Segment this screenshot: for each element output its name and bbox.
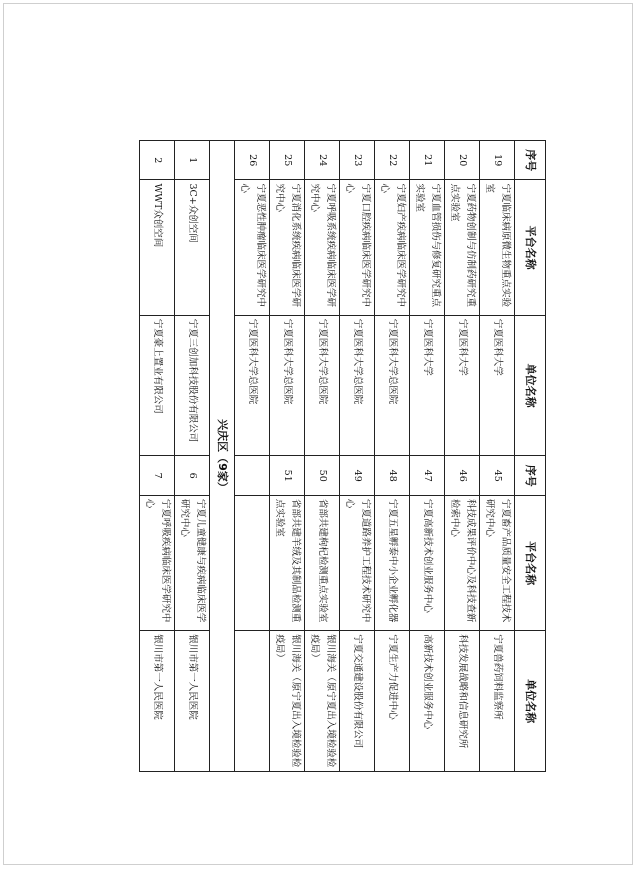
header-platform-left: 平台名称: [515, 180, 546, 315]
seq-cell: 2: [140, 141, 175, 180]
unit-cell: 银川海关（原宁夏出入境检验检疫局）: [270, 631, 305, 772]
platform-cell: 科技成果评价中心及科技查新检索中心: [445, 495, 480, 630]
unit-cell: 宁夏医科大学: [480, 315, 515, 456]
seq-cell: 6: [175, 456, 210, 495]
table-row: [270, 141, 305, 772]
unit-cell: 宁夏医科大学: [445, 315, 480, 456]
platform-cell: WWT众创空间: [140, 180, 175, 315]
platform-cell: 宁夏呼吸系统疾病临床医学研究中心: [305, 180, 340, 315]
unit-cell: 高新技术创业服务中心: [410, 631, 445, 772]
header-row: [515, 141, 546, 772]
section-row: [210, 141, 235, 772]
header-unit-right: 单位名称: [515, 631, 546, 772]
platform-cell: 宁夏口腔疾病临床医学研究中心: [340, 180, 375, 315]
unit-cell: 宁夏医科大学: [410, 315, 445, 456]
seq-cell: 50: [305, 456, 340, 495]
platform-cell: 宁夏畜产品质量安全工程技术研究中心: [480, 495, 515, 630]
seq-cell: 7: [140, 456, 175, 495]
unit-cell: 宁夏交通建设股份有限公司: [340, 631, 375, 772]
table-row: [445, 141, 480, 772]
rotated-table-container: [124, 140, 546, 772]
table-row: [235, 141, 270, 772]
platform-cell: 宁夏消化系统疾病临床医学研究中心: [270, 180, 305, 315]
platform-cell: 宁夏恶性肿瘤临床医学研究中心: [235, 180, 270, 315]
seq-cell: 48: [375, 456, 410, 495]
unit-cell: 宁夏豪上置业有限公司: [140, 315, 175, 456]
platform-cell: 宁夏血管损伤与修复研究重点实验室: [410, 180, 445, 315]
unit-cell: 宁夏兽药饲料监察所: [480, 631, 515, 772]
table-row: [480, 141, 515, 772]
seq-cell: 23: [340, 141, 375, 180]
seq-cell: 25: [270, 141, 305, 180]
seq-cell: 19: [480, 141, 515, 180]
seq-cell: 46: [445, 456, 480, 495]
section-title: 兴庆区（9家）: [210, 141, 235, 772]
platform-table: [139, 140, 546, 772]
seq-cell: 45: [480, 456, 515, 495]
header-seq-left: 序号: [515, 141, 546, 180]
unit-cell: 宁夏医科大学总医院: [270, 315, 305, 456]
unit-cell: [235, 631, 270, 772]
seq-cell: 26: [235, 141, 270, 180]
unit-cell: 宁夏医科大学总医院: [340, 315, 375, 456]
platform-cell: 省部共建枸杞检测重点实验室: [305, 495, 340, 630]
unit-cell: 银川市第一人民医院: [175, 631, 210, 772]
unit-cell: 宁夏医科大学总医院: [375, 315, 410, 456]
seq-cell: 24: [305, 141, 340, 180]
seq-cell: 49: [340, 456, 375, 495]
table-row: [305, 141, 340, 772]
table-row: [175, 141, 210, 772]
platform-cell: [235, 495, 270, 630]
table-row: [410, 141, 445, 772]
table-row: [140, 141, 175, 772]
header-seq-right: 序号: [515, 456, 546, 495]
header-unit-left: 单位名称: [515, 315, 546, 456]
platform-cell: 宁夏呼吸疾病临床医学研究中心: [140, 495, 175, 630]
seq-cell: 21: [410, 141, 445, 180]
seq-cell: 22: [375, 141, 410, 180]
header-platform-right: 平台名称: [515, 495, 546, 630]
platform-cell: 宁夏道路养护工程技术研究中心: [340, 495, 375, 630]
unit-cell: 银川市第一人民医院: [140, 631, 175, 772]
unit-cell: 宁夏医科大学总医院: [235, 315, 270, 456]
platform-cell: 宁夏药物创制与仿制药研究重点实验室: [445, 180, 480, 315]
platform-cell: 3C+众创空间: [175, 180, 210, 315]
unit-cell: 宁夏医科大学总医院: [305, 315, 340, 456]
seq-cell: [235, 456, 270, 495]
table-row: [375, 141, 410, 772]
seq-cell: 51: [270, 456, 305, 495]
table-row: [340, 141, 375, 772]
platform-cell: 宁夏儿童健康与疾病临床医学研究中心: [175, 495, 210, 630]
platform-cell: 宁夏高新技术创业服务中心: [410, 495, 445, 630]
seq-cell: 47: [410, 456, 445, 495]
unit-cell: 科技发展战略和信息研究所: [445, 631, 480, 772]
platform-cell: 省部共建羊绒及其制品检测重点实验室: [270, 495, 305, 630]
platform-cell: 宁夏临床病原微生物重点实验室: [480, 180, 515, 315]
unit-cell: 银川海关（原宁夏出入境检验检疫局）: [305, 631, 340, 772]
unit-cell: 宁夏生产力促进中心: [375, 631, 410, 772]
platform-cell: 宁夏妇产疾病临床医学研究中心: [375, 180, 410, 315]
unit-cell: 宁夏三创加科技股份有限公司: [175, 315, 210, 456]
seq-cell: 20: [445, 141, 480, 180]
seq-cell: 1: [175, 141, 210, 180]
platform-cell: 宁夏五星孵泰中小企业孵化器: [375, 495, 410, 630]
